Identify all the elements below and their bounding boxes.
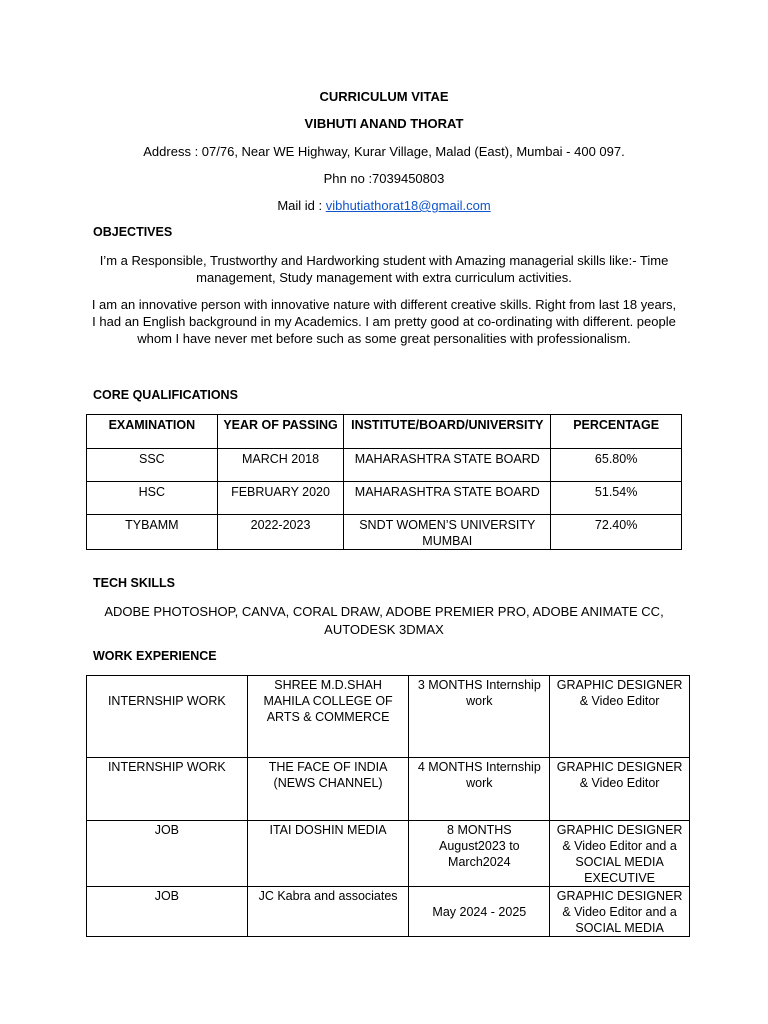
table-row xyxy=(87,887,690,937)
table-cell: 72.40% xyxy=(551,515,682,550)
table-cell: MAHARASHTRA STATE BOARD xyxy=(344,482,551,515)
table-cell: May 2024 - 2025 xyxy=(409,887,550,937)
tech-skills-list: ADOBE PHOTOSHOP, CANVA, CORAL DRAW, ADOBE PREMIER PRO, ADOBE ANIMATE CC, AUTODESK 3DMAX xyxy=(104,604,664,637)
table-cell: 8 MONTHS August2023 to March2024 xyxy=(409,821,550,887)
table-row xyxy=(87,482,682,515)
column-header: EXAMINATION xyxy=(87,415,218,449)
table-row xyxy=(87,449,682,482)
mail-label: Mail id : xyxy=(277,198,326,213)
address: Address : 07/76, Near WE Highway, Kurar Village, Malad (East), Mumbai - 400 097. xyxy=(143,144,625,159)
table-cell: ITAI DOSHIN MEDIA xyxy=(247,821,409,887)
work-experience-table xyxy=(86,675,690,937)
work-experience-heading: WORK EXPERIENCE xyxy=(93,649,217,663)
table-cell: GRAPHIC DESIGNER & Video Editor and a SOCIAL MEDIA EXECUTIVE xyxy=(550,821,690,887)
table-row xyxy=(87,758,690,821)
objectives-heading: OBJECTIVES xyxy=(93,225,173,239)
column-header: PERCENTAGE xyxy=(551,415,682,449)
table-cell: HSC xyxy=(87,482,218,515)
table-cell: SNDT WOMEN’S UNIVERSITY MUMBAI xyxy=(344,515,551,550)
table-cell: 65.80% xyxy=(551,449,682,482)
table-cell: 4 MONTHS Internship work xyxy=(409,758,550,821)
table-row xyxy=(87,821,690,887)
table-cell: JOB xyxy=(87,821,248,887)
table-cell: INTERNSHIP WORK xyxy=(87,758,248,821)
table-cell: JC Kabra and associates xyxy=(247,887,409,937)
column-header: YEAR OF PASSING xyxy=(217,415,344,449)
table-cell: 51.54% xyxy=(551,482,682,515)
table-cell: THE FACE OF INDIA (NEWS CHANNEL) xyxy=(247,758,409,821)
table-cell: INTERNSHIP WORK xyxy=(87,676,248,758)
table-cell: GRAPHIC DESIGNER & Video Editor xyxy=(550,758,690,821)
table-row xyxy=(87,515,682,550)
email-link[interactable]: vibhutiathorat18@gmail.com xyxy=(325,198,491,213)
table-cell: 2022-2023 xyxy=(217,515,344,550)
table-cell: 3 MONTHS Internship work xyxy=(409,676,550,758)
qualifications-table xyxy=(86,414,682,550)
table-cell: JOB xyxy=(87,887,248,937)
objectives-paragraph-1: I’m a Responsible, Trustworthy and Hardworking student with Amazing managerial skills like:- Time management, Study management with extra curriculum activities. xyxy=(99,253,669,285)
table-cell: SSC xyxy=(87,449,218,482)
qualifications-header-row xyxy=(87,415,682,449)
column-header: INSTITUTE/BOARD/UNIVERSITY xyxy=(344,415,551,449)
candidate-name: VIBHUTI ANAND THORAT xyxy=(304,116,464,131)
table-cell: GRAPHIC DESIGNER & Video Editor and a SOCIAL MEDIA xyxy=(550,887,690,937)
phone-number: Phn no :7039450803 xyxy=(323,171,445,186)
table-cell: SHREE M.D.SHAH MAHILA COLLEGE OF ARTS & COMMERCE xyxy=(247,676,409,758)
tech-skills-heading: TECH SKILLS xyxy=(93,576,175,590)
table-cell: FEBRUARY 2020 xyxy=(217,482,344,515)
objectives-paragraph-2: I am an innovative person with innovative nature with different creative skills. Right from last 18 years, I had an English background in my Academics. I am pretty good at co-ordinating with different. people whom I have never met before such as some great personalities with professionalism. xyxy=(91,297,677,346)
table-cell: MARCH 2018 xyxy=(217,449,344,482)
table-cell: MAHARASHTRA STATE BOARD xyxy=(344,449,551,482)
table-cell: GRAPHIC DESIGNER & Video Editor xyxy=(550,676,690,758)
table-cell: TYBAMM xyxy=(87,515,218,550)
mail-line xyxy=(86,197,682,214)
table-row xyxy=(87,676,690,758)
document-title: CURRICULUM VITAE xyxy=(319,89,449,104)
core-qualifications-heading: CORE QUALIFICATIONS xyxy=(93,388,238,402)
